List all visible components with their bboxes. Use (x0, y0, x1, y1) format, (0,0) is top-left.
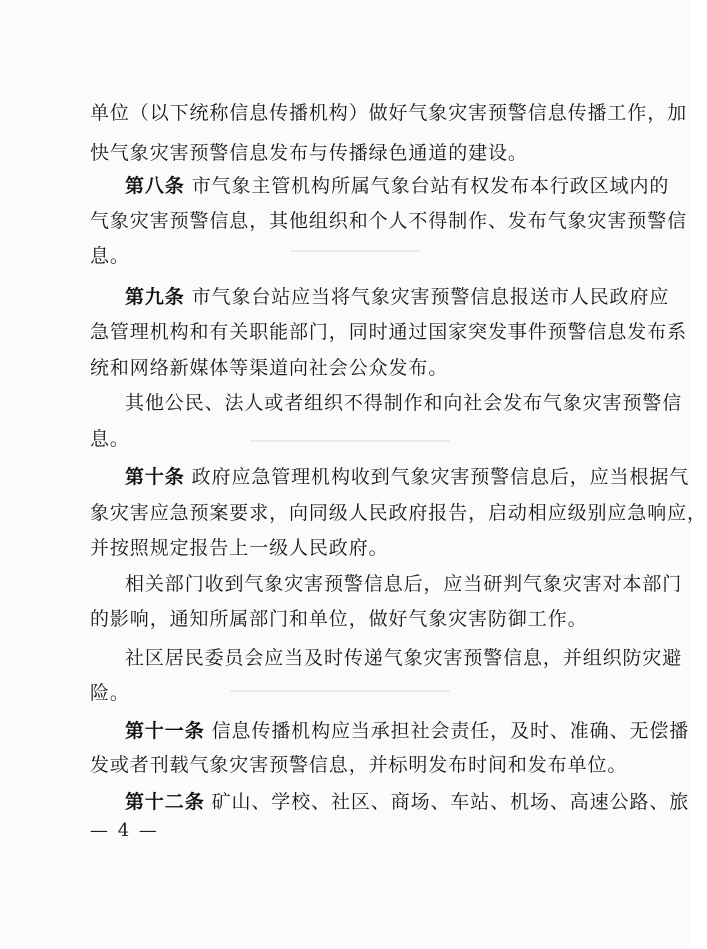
line-text: 市气象台站应当将气象灾害预警信息报送市人民政府应 (191, 286, 670, 308)
line-text: 信息传播机构应当承担社会责任，及时、准确、无偿播 (211, 720, 690, 742)
article-11-line (125, 719, 690, 743)
article-heading: 第十条 (125, 466, 185, 488)
line-text: 统和网络新媒体等渠道向社会公众发布。 (90, 357, 449, 379)
body-line (125, 391, 683, 415)
body-line (90, 244, 610, 268)
line-text: 市气象主管机构所属气象台站有权发布本行政区域内的 (191, 175, 670, 197)
line-text: 的影响，通知所属部门和单位，做好气象灾害防御工作。 (90, 608, 588, 630)
body-line (90, 141, 610, 165)
body-line (90, 427, 610, 451)
body-line (90, 209, 688, 233)
page-number: — 4 — (90, 820, 159, 841)
line-text: 息。 (90, 245, 130, 267)
article-heading: 第八条 (125, 175, 185, 197)
line-text: 矿山、学校、社区、商场、车站、机场、高速公路、旅 (211, 791, 690, 813)
line-text: 单位（以下统称信息传播机构）做好气象灾害预警信息传播工作，加 (90, 102, 688, 124)
line-text: 险。 (90, 682, 130, 704)
body-line (125, 572, 683, 596)
line-text: 息。 (90, 428, 130, 450)
line-text: 相关部门收到气象灾害预警信息后，应当研判气象灾害对本部门 (125, 573, 683, 595)
line-text: 象灾害应急预案要求，向同级人民政府报告，启动相应级别应急响应， (90, 502, 707, 524)
body-line (90, 501, 707, 525)
line-text: 政府应急管理机构收到气象灾害预警信息后，应当根据气 (191, 466, 690, 488)
line-text: 并按照规定报告上一级人民政府。 (90, 537, 389, 559)
line-text: 急管理机构和有关职能部门，同时通过国家突发事件预警信息发布系 (90, 321, 688, 343)
body-line (90, 607, 610, 631)
article-heading: 第十一条 (125, 720, 205, 742)
line-text: 其他公民、法人或者组织不得制作和向社会发布气象灾害预警信 (125, 392, 683, 414)
line-text: 气象灾害预警信息，其他组织和个人不得制作、发布气象灾害预警信 (90, 210, 688, 232)
article-heading: 第九条 (125, 286, 185, 308)
body-line (90, 101, 688, 125)
article-10-line (125, 465, 690, 489)
line-text: 社区居民委员会应当及时传递气象灾害预警信息，并组织防灾避 (125, 647, 683, 669)
body-line (125, 646, 683, 670)
line-text: 发或者刊载气象灾害预警信息，并标明发布时间和发布单位。 (90, 754, 628, 776)
article-9-line (125, 285, 670, 309)
article-12-line (125, 790, 690, 814)
article-8-line (125, 174, 670, 198)
article-heading: 第十二条 (125, 791, 205, 813)
body-line (90, 681, 610, 705)
body-line (90, 320, 688, 344)
line-text: 快气象灾害预警信息发布与传播绿色通道的建设。 (90, 142, 528, 164)
body-line (90, 356, 610, 380)
body-line (90, 536, 610, 560)
body-line (90, 753, 628, 777)
